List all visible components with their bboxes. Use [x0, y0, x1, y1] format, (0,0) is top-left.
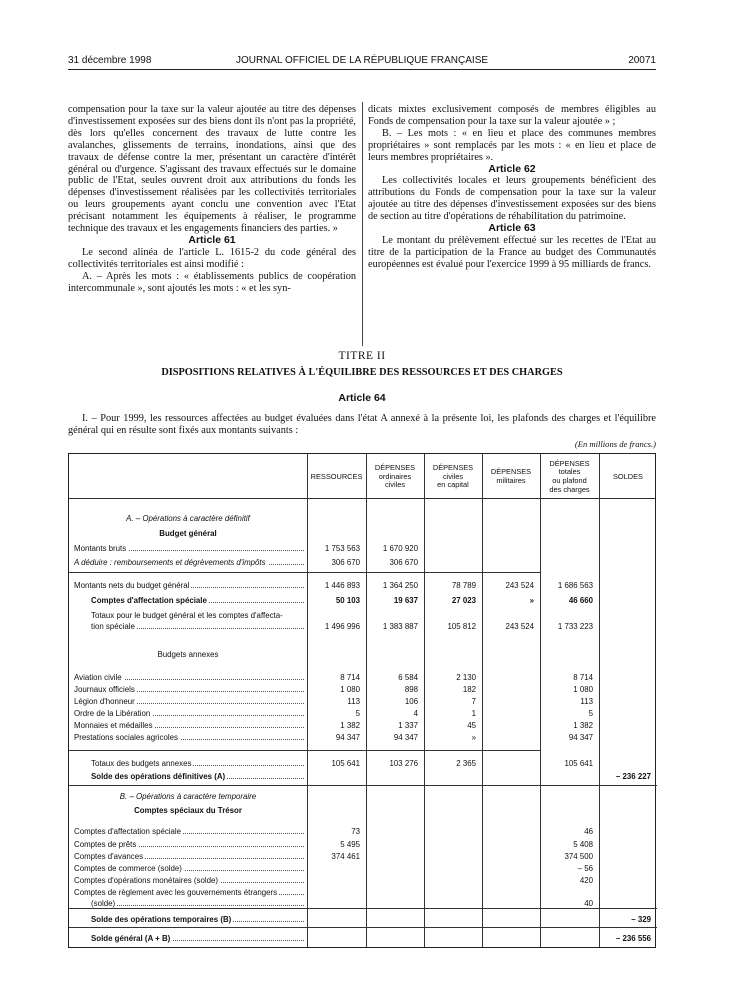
cell-t: 1 686 563 [557, 581, 593, 590]
cell-r: 105 641 [331, 759, 360, 768]
table-row [69, 709, 655, 720]
row-label: (solde) [91, 899, 304, 908]
cell-t: 113 [580, 697, 593, 706]
header-depenses-totales: DÉPENSES totales ou plafond des charges [549, 458, 590, 494]
table-row [69, 852, 655, 863]
article-63-heading: Article 63 [488, 222, 536, 235]
cell-c: 105 812 [447, 622, 476, 631]
cell-o: 1 364 250 [382, 581, 418, 590]
table-row [69, 792, 655, 803]
cell-s: – 236 556 [615, 934, 651, 943]
cell-t: 374 500 [564, 852, 593, 861]
right-paragraph-3: Les collectivités locales et leurs groupements bénéficient des attributions du Fonds de compensation pour la taxe sur la valeur ajoutée au titre des dépenses d'investissement exposées sur des biens de section au titre d'opérations de réhabilitation du patrimoine. [368, 175, 656, 223]
cell-o: 4 [413, 709, 418, 718]
cell-t: 1 733 223 [557, 622, 593, 631]
cell-m: 243 524 [505, 622, 534, 631]
article-62-heading: Article 62 [488, 162, 536, 175]
cell-o: 1 337 [398, 721, 418, 730]
cell-r: 113 [347, 697, 360, 706]
table-row [69, 529, 655, 540]
table-row [69, 697, 655, 708]
row-divider [69, 927, 657, 928]
cell-t: 46 660 [568, 596, 593, 605]
row-divider [69, 785, 657, 786]
cell-r: 1 753 563 [324, 544, 360, 553]
cell-t: 105 641 [564, 759, 593, 768]
cell-r: 5 [355, 709, 360, 718]
row-label: Solde des opérations définitives (A) [91, 772, 304, 781]
cell-c: 2 130 [456, 673, 476, 682]
table-row [69, 514, 655, 525]
row-label: Prestations sociales agricoles [74, 733, 304, 742]
cell-r: 1 080 [340, 685, 360, 694]
cell-o: 1 383 887 [382, 622, 418, 631]
header-depenses-capital: DÉPENSES civiles en capital [432, 463, 474, 490]
table-row [69, 827, 655, 838]
row-label: Aviation civile [74, 673, 304, 682]
cell-t: 420 [579, 876, 593, 885]
cell-c: 7 [471, 697, 476, 706]
table-row [69, 622, 655, 633]
cell-o: 306 670 [389, 558, 418, 567]
row-label: Monnaies et médailles [74, 721, 304, 730]
table-row [69, 581, 655, 592]
cell-c: » [471, 733, 476, 742]
table-row [69, 876, 655, 887]
row-label: Budget général [159, 529, 217, 538]
cell-o: 1 670 920 [382, 544, 418, 553]
row-label: Comptes d'affectation spéciale [91, 596, 304, 605]
cell-r: 50 103 [335, 596, 360, 605]
header-page-number: 20071 [628, 55, 656, 66]
right-column [368, 104, 656, 271]
cell-o: 94 347 [393, 733, 418, 742]
cell-c: 27 023 [451, 596, 476, 605]
row-label: Totaux pour le budget général et les comptes d'affecta- [91, 611, 283, 620]
header-soldes: SOLDES [613, 471, 643, 481]
table-row [69, 915, 655, 926]
row-label: Ordre de la Libération [74, 709, 304, 718]
table-row [69, 558, 655, 569]
header-journal-title: JOURNAL OFFICIEL DE LA RÉPUBLIQUE FRANÇAISE [235, 55, 489, 66]
row-label: Comptes d'affectation spéciale [74, 827, 304, 836]
cell-t: 8 714 [573, 673, 593, 682]
table-row [69, 840, 655, 851]
row-label: Comptes de commerce (solde) [74, 864, 304, 873]
row-divider [69, 572, 540, 573]
table-row [69, 806, 655, 817]
left-paragraph-3: A. – Après les mots : « établissements publics de coopération intercommunale », sont ajoutés les mots : « et les syn- [68, 270, 356, 294]
table-row [69, 733, 655, 744]
header-depenses-militaires: DÉPENSES militaires [490, 467, 532, 485]
header-date: 31 décembre 1998 [68, 55, 152, 66]
table-row [69, 611, 655, 622]
cell-r: 5 495 [340, 840, 360, 849]
cell-c: 45 [467, 721, 476, 730]
article-64-intro: I. – Pour 1999, les ressources affectées au budget évaluées dans l'état A annexé à la présente loi, les plafonds des charges et l'équilibre général qui en résulte sont fixés aux montants suivants : [68, 413, 656, 436]
row-label: Montants bruts [74, 544, 304, 553]
table-row [69, 721, 655, 732]
table-row [69, 544, 655, 555]
left-paragraph-1: compensation pour la taxe sur la valeur ajoutée au titre des dépenses d'investissement exposées sur des biens dont ils n'ont pas la propriété, dès lors qu'elles concernent des travaux de lutte contre les avalanches, glissements de terrains, inondations, ainsi que des travaux de défense contre la mer, présentant un caractère d'intérêt général ou d'urgence. S'agissant des travaux effectués sur le domaine public de l'Etat, seules ouvrent droit aux attributions du fonds les dépenses d'investissement réalisées par les collectivités territoriales ou leurs groupements ayant conclu une convention avec l'Etat précisant notamment les équipements à réaliser, le programme technique des travaux et les engagements financiers des parties. » [68, 104, 356, 235]
dispositions-heading: DISPOSITIONS RELATIVES À L'ÉQUILIBRE DES RESSOURCES ET DES CHARGES [161, 367, 563, 378]
row-label: B. – Opérations à caractère temporaire [119, 792, 257, 801]
left-column [68, 104, 356, 295]
unit-note: (En millions de francs.) [574, 439, 656, 449]
row-divider [69, 908, 657, 909]
row-label: Totaux des budgets annexes [91, 759, 304, 768]
cell-r: 1 446 893 [324, 581, 360, 590]
cell-s: – 329 [631, 915, 651, 924]
table-row [69, 934, 655, 945]
cell-r: 73 [351, 827, 360, 836]
cell-r: 1 382 [340, 721, 360, 730]
cell-s: – 236 227 [615, 772, 651, 781]
cell-c: 182 [462, 685, 476, 694]
row-label: Budgets annexes [157, 650, 219, 659]
row-label: Comptes spéciaux du Trésor [134, 806, 242, 815]
article-61-heading: Article 61 [188, 233, 236, 246]
table-row [69, 772, 655, 783]
right-paragraph-2: B. – Les mots : « en lieu et place des communes membres propriétaires » sont remplacés par les mots : « en lieu et place de leurs membres propriétaires ». [368, 127, 656, 163]
cell-r: 306 670 [331, 558, 360, 567]
row-label: Solde des opérations temporaires (B) [91, 915, 304, 924]
cell-r: 374 461 [331, 852, 360, 861]
row-label: Comptes de prêts [74, 840, 304, 849]
right-paragraph-1: dicats mixtes exclusivement composés de membres éligibles au Fonds de compensation pour la taxe sur la valeur ajoutée » ; [368, 104, 656, 127]
titre-heading: TITRE II [338, 350, 386, 362]
table-row [69, 650, 655, 661]
cell-t: 5 408 [573, 840, 593, 849]
row-label: A. – Opérations à caractère définitif [126, 514, 250, 523]
cell-m: » [529, 596, 534, 605]
table-row [69, 685, 655, 696]
row-label: Solde général (A + B) [91, 934, 304, 943]
header-rule [68, 69, 656, 70]
cell-c: 78 789 [451, 581, 476, 590]
cell-c: 1 [471, 709, 476, 718]
row-label: Journaux officiels [74, 685, 304, 694]
cell-m: 243 524 [505, 581, 534, 590]
article-64-heading: Article 64 [338, 392, 386, 404]
table-row [69, 759, 655, 770]
cell-t: 40 [584, 899, 593, 908]
budget-table [68, 453, 656, 948]
row-label: A déduire : remboursements et dégrèvements d'impôts [74, 558, 304, 567]
cell-r: 8 714 [340, 673, 360, 682]
cell-t: 1 382 [573, 721, 593, 730]
row-label: Comptes de règlement avec les gouvernements étrangers [74, 888, 304, 897]
cell-t: 94 347 [568, 733, 593, 742]
row-divider [69, 750, 540, 751]
table-row [69, 888, 655, 899]
row-label: Comptes d'avances [74, 852, 304, 861]
page-header [68, 55, 656, 69]
cell-o: 19 637 [393, 596, 418, 605]
cell-o: 106 [404, 697, 418, 706]
row-label: Légion d'honneur [74, 697, 304, 706]
cell-o: 898 [404, 685, 418, 694]
header-ressources: RESSOURCES [310, 471, 363, 481]
cell-t: 1 080 [573, 685, 593, 694]
left-paragraph-2: Le second alinéa de l'article L. 1615-2 du code général des collectivités territoriales est ainsi modifié : [68, 246, 356, 270]
table-row [69, 673, 655, 684]
table-row [69, 864, 655, 875]
row-label: tion spéciale [91, 622, 304, 631]
right-paragraph-4: Le montant du prélèvement effectué sur les recettes de l'Etat au titre de la participation de la France au budget des Communautés européennes est évalué pour l'exercice 1999 à 95 milliards de francs. [368, 234, 656, 270]
column-separator [362, 102, 363, 346]
cell-r: 94 347 [335, 733, 360, 742]
cell-c: 2 365 [456, 759, 476, 768]
header-divider [69, 498, 655, 499]
cell-t: – 56 [577, 864, 593, 873]
header-depenses-ordinaires: DÉPENSES ordinaires civiles [374, 463, 416, 490]
cell-r: 1 496 996 [324, 622, 360, 631]
row-label: Comptes d'opérations monétaires (solde) [74, 876, 304, 885]
cell-t: 46 [584, 827, 593, 836]
cell-o: 6 584 [398, 673, 418, 682]
row-label: Montants nets du budget général [74, 581, 304, 590]
table-row [69, 596, 655, 607]
cell-o: 103 276 [389, 759, 418, 768]
cell-t: 5 [588, 709, 593, 718]
